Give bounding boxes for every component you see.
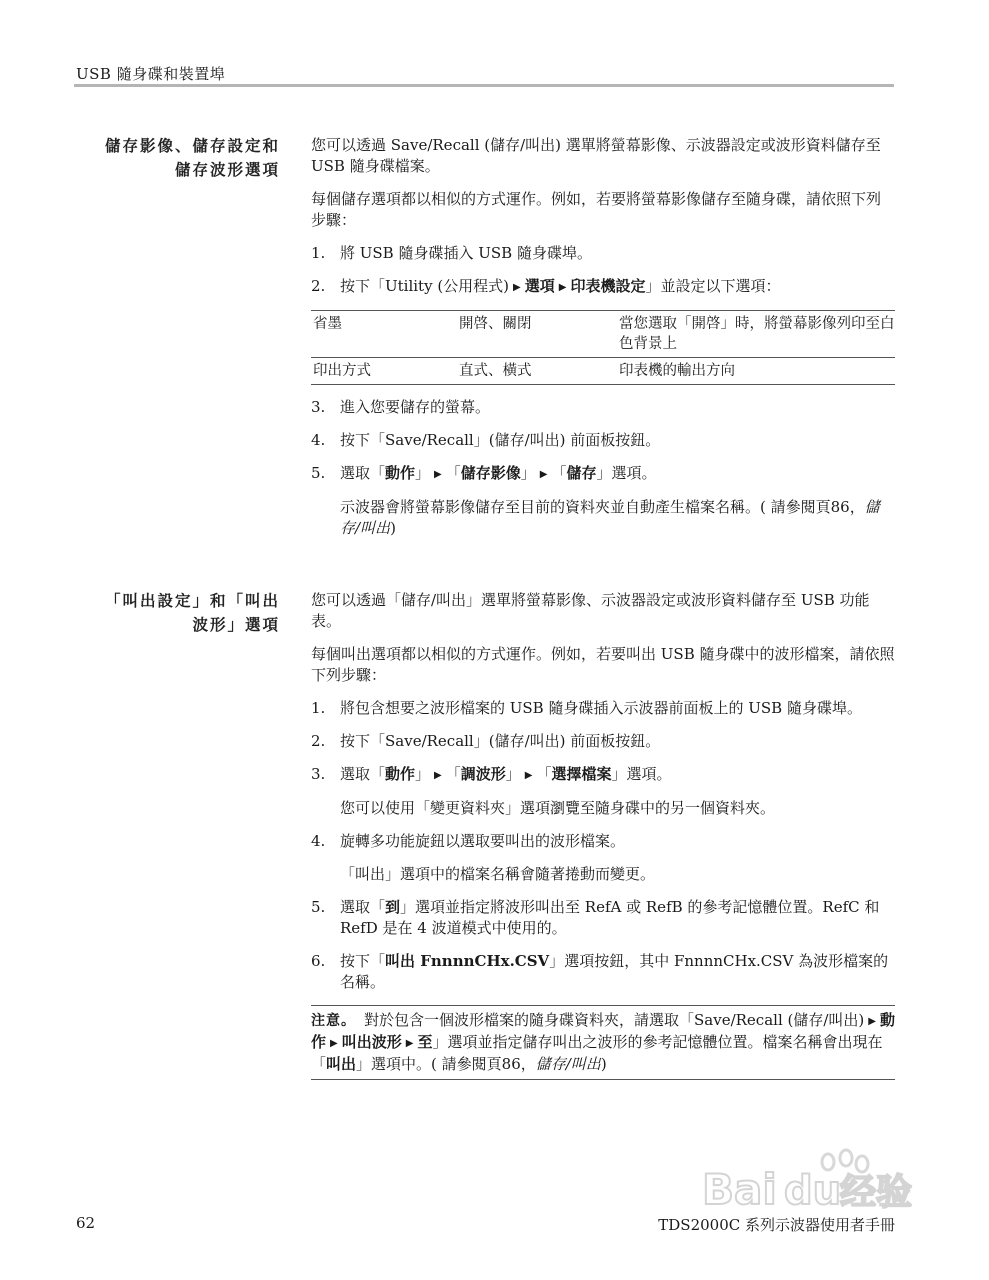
- step-item: [311, 698, 895, 719]
- note-text: 對於包含一個波形檔案的隨身碟資料夾，請選取「Save/Recall (儲存/叫出): [364, 1011, 865, 1029]
- menu-label: 調波形: [460, 765, 506, 783]
- cross-reference-link[interactable]: 儲存/叫出: [535, 1055, 601, 1073]
- step-text: 」: [520, 464, 536, 482]
- manual-title: TDS2000C 系列示波器使用者手冊: [658, 1216, 895, 1234]
- step-number: 2.: [311, 277, 326, 295]
- arrow-icon: ▶: [539, 469, 548, 480]
- note-text: 」選項並指定儲存叫出之波形的參考記憶體位置。檔案名稱會出現在「: [311, 1033, 883, 1073]
- step-text: 「: [445, 464, 461, 482]
- arrow-icon: ▶: [405, 1038, 414, 1049]
- step-number: 3.: [311, 765, 326, 783]
- step-number: 4.: [311, 832, 326, 850]
- paragraph: 您可以透過 Save/Recall (儲存/叫出) 選單將螢幕影像、示波器設定或波形資料儲存至 USB 隨身碟檔案。: [311, 136, 881, 175]
- step-item: [311, 897, 895, 939]
- step-text: 「: [445, 765, 461, 783]
- step-text: 按下「Save/Recall」(儲存/叫出) 前面板按鈕。: [340, 732, 661, 750]
- options-table: [311, 310, 895, 385]
- paw-toe-icon: [840, 1150, 852, 1166]
- menu-label: 動作: [311, 1011, 895, 1051]
- paragraph: 您可以透過「儲存/叫出」選單將螢幕影像、示波器設定或波形資料儲存至 USB 功能表。: [311, 591, 870, 630]
- menu-label: 選項: [524, 277, 555, 295]
- table-cell: 印表機的輸出方向: [619, 363, 735, 379]
- step-text: 」: [505, 765, 521, 783]
- running-header: USB 隨身碟和裝置埠: [76, 65, 226, 83]
- step-number: 1.: [311, 244, 326, 262]
- menu-label: 選擇檔案: [551, 765, 612, 783]
- cross-reference-link[interactable]: 儲存/叫出: [340, 498, 880, 537]
- table-cell: 省墨: [313, 316, 342, 332]
- page-number: 62: [76, 1214, 96, 1232]
- step-text: 按下「Save/Recall」(儲存/叫出) 前面板按鈕。: [340, 431, 661, 449]
- section-heading-recall: [60, 589, 280, 637]
- baidu-watermark-logo: [700, 1148, 920, 1218]
- step-text: 將 USB 隨身碟插入 USB 隨身碟埠。: [340, 244, 592, 262]
- paragraph: 每個儲存選項都以相似的方式運作。例如，若要將螢幕影像儲存至隨身碟，請依照下列步驟：: [311, 190, 882, 229]
- step-item: [311, 831, 895, 852]
- step-item: [311, 243, 895, 264]
- step-note-text: 示波器會將螢幕影像儲存至目前的資料夾並自動產生檔案名稱。( 請參閱頁86，: [340, 498, 865, 516]
- menu-label: 印表機設定: [570, 277, 646, 295]
- step-text: 」: [415, 765, 431, 783]
- step-number: 5.: [311, 898, 326, 916]
- step-number: 5.: [311, 464, 326, 482]
- header-rule: [74, 84, 894, 87]
- step-item: [311, 951, 895, 993]
- step-text: 選取「: [340, 898, 386, 916]
- step-text: 按下「Utility (公用程式): [340, 277, 510, 295]
- note-label: 注意。: [311, 1013, 356, 1029]
- step-text: 」選項並指定將波形叫出至 RefA 或 RefB 的參考記憶體位置。RefC 和 RefD 是在 4 波道模式中使用的。: [340, 898, 880, 937]
- step-text: 」選項。: [611, 765, 672, 783]
- menu-label: 到: [385, 898, 401, 916]
- menu-label: 動作: [385, 765, 416, 783]
- menu-label: 儲存: [566, 464, 597, 482]
- arrow-icon: ▶: [434, 469, 442, 480]
- menu-label: 儲存影像: [460, 464, 521, 482]
- watermark-text: 经验: [840, 1172, 913, 1213]
- step-item: [311, 463, 895, 485]
- arrow-icon: ▶: [330, 1038, 338, 1049]
- paragraph: 每個叫出選項都以相似的方式運作。例如，若要叫出 USB 隨身碟中的波形檔案，請依照下列步驟：: [311, 645, 895, 684]
- table-row: [311, 358, 895, 385]
- step-text: 旋轉多功能旋鈕以選取要叫出的波形檔案。: [340, 832, 626, 850]
- arrow-icon: ▶: [434, 770, 442, 781]
- arrow-icon: ▶: [524, 770, 533, 781]
- menu-label: 叫出 FnnnnCHx.CSV: [385, 952, 550, 970]
- step-text: 按下「: [340, 952, 386, 970]
- step-text: 「: [536, 765, 552, 783]
- table-cell: 當您選取「開啓」時，將螢幕影像列印至白色背景上: [619, 316, 895, 352]
- step-text: 將包含想要之波形檔案的 USB 隨身碟插入示波器前面板上的 USB 隨身碟埠。: [340, 699, 862, 717]
- step-text: 進入您要儲存的螢幕。: [340, 398, 491, 416]
- step-text: 選取「: [340, 765, 386, 783]
- arrow-icon: ▶: [558, 282, 567, 293]
- step-item: [311, 731, 895, 752]
- step-item: [311, 430, 895, 451]
- note-text: 」選項中。( 請參閱頁86，: [356, 1055, 536, 1073]
- step-text: 選取「: [340, 464, 386, 482]
- step-note: 「叫出」選項中的檔案名稱會隨著捲動而變更。: [340, 865, 656, 883]
- step-number: 1.: [311, 699, 326, 717]
- step-text: 」選項按鈕，其中 FnnnnCHx.CSV 為波形檔案的名稱。: [340, 952, 889, 991]
- paw-toe-icon: [856, 1156, 868, 1172]
- section-heading-line: 波形」選項: [192, 616, 280, 634]
- menu-label: 至: [417, 1033, 433, 1051]
- step-number: 2.: [311, 732, 326, 750]
- step-number: 4.: [311, 431, 326, 449]
- arrow-icon: ▶: [868, 1016, 876, 1027]
- section-body-recall: [311, 590, 895, 1080]
- step-text: 」: [415, 464, 431, 482]
- table-row: [311, 311, 895, 358]
- section-heading-save: [60, 134, 280, 182]
- section-body-save: [311, 135, 895, 551]
- section-heading-line: 「叫出設定」和「叫出: [104, 592, 280, 610]
- menu-label: 叫出: [326, 1055, 357, 1073]
- step-item: [311, 397, 895, 418]
- step-number: 3.: [311, 398, 326, 416]
- menu-label: 動作: [385, 464, 416, 482]
- step-item: [311, 764, 895, 786]
- watermark-text: Bai: [702, 1165, 777, 1214]
- step-note: 您可以使用「變更資料夾」選項瀏覽至隨身碟中的另一個資料夾。: [340, 799, 776, 817]
- note-box: [311, 1005, 895, 1080]
- step-text: 」選項。: [596, 464, 657, 482]
- section-heading-line: 儲存波形選項: [174, 161, 280, 179]
- section-heading-line: 儲存影像、儲存設定和: [104, 137, 280, 155]
- table-cell: 開啓、關閉: [459, 316, 532, 332]
- note-text: ): [600, 1055, 607, 1073]
- table-cell: 印出方式: [313, 363, 371, 379]
- table-cell: 直式、橫式: [459, 363, 532, 379]
- step-note: [311, 497, 895, 539]
- step-item: [311, 276, 895, 298]
- step-text: 」並設定以下選項：: [645, 277, 781, 295]
- step-note-text: ): [390, 519, 396, 537]
- arrow-icon: ▶: [513, 282, 521, 293]
- step-number: 6.: [311, 952, 326, 970]
- watermark-text: du: [784, 1168, 842, 1214]
- step-text: 「: [551, 464, 567, 482]
- menu-label: 叫出波形: [341, 1033, 402, 1051]
